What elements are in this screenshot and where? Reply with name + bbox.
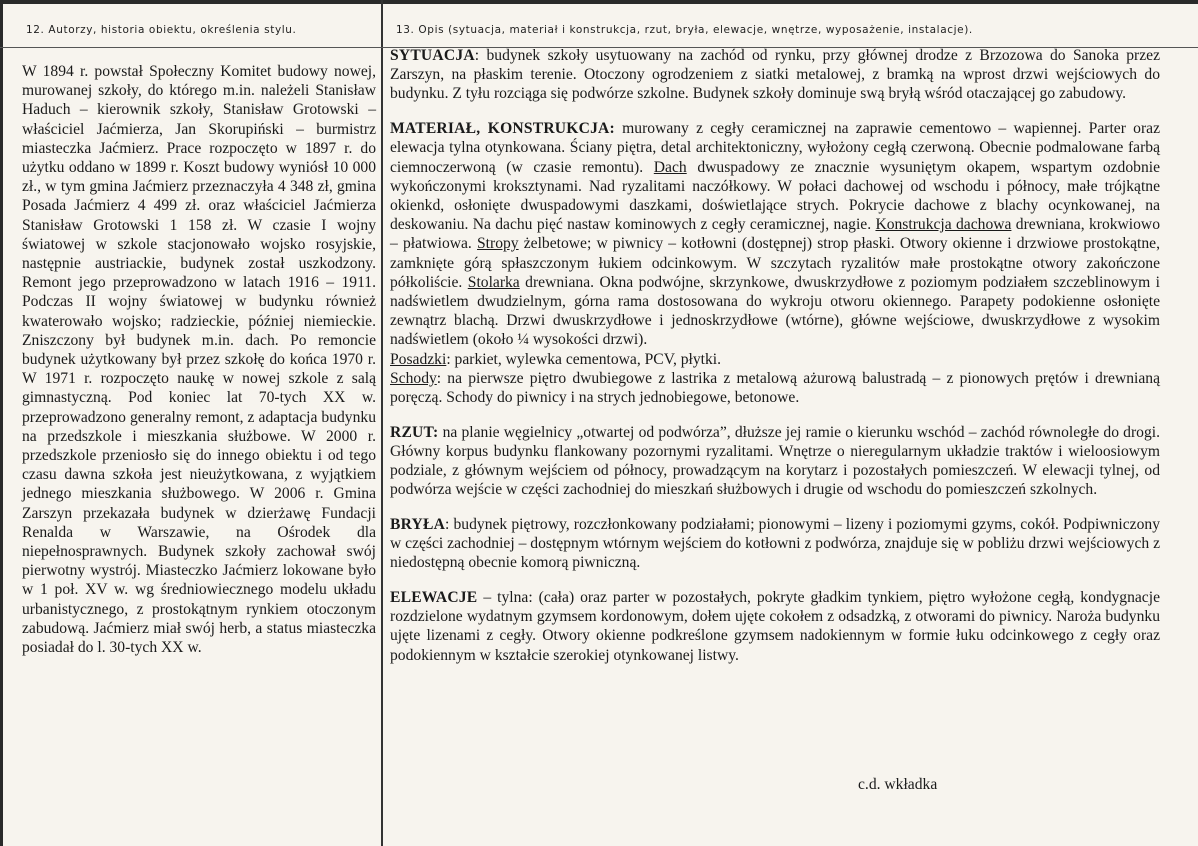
section-rzut — [390, 423, 1160, 500]
text-material-5: drewniana. Okna podwójne, skrzynkowe, dwuskrzydłowe z poziomym podziałem szczeblinowym i nadświetlem dwudzielnym, górna rama dostosowana do wykroju otworu okiennego. Parapety podokienne osłonięte zewnątrz blachą. Drzwi dwuskrzydłowe i jednoskrzydłowe (wtórne), główne wejściowe, dwuskrzydłowe z wysokim nadświetlem (około ¼ wysokości drzwi). — [390, 273, 1160, 349]
text-material-4: żelbetowe; w piwnicy – kotłowni (dostępnej) strop płaski. Otwory okienne i drzwiowe prostokątne, zamknięte górą spłaszczonym łukiem odcinkowym. W szczytach ryzalitów małe prostokątne otwory zakończone półkoliście. — [390, 235, 1161, 291]
section-bryla — [390, 515, 1160, 573]
label-sytuacja: SYTUACJA — [390, 47, 475, 64]
text-sytuacja: : budynek szkoły usytuowany na zachód od rynku, przy głównej drodze z Brzozowa do Sanoka przez Zarszyn, na płaskim terenie. Otoczony ogrodzeniem z siatki metalowej, z bramką na wprost drzwi wejściowych do budynku. Z tyłu rozciąga się podwórze szkolne. Budynek szkoły dominuje swą bryłą wśród otaczającej go zabudowy. — [390, 47, 1160, 103]
section-sytuacja — [390, 46, 1160, 104]
left-border — [0, 0, 3, 846]
term-stropy: Stropy — [477, 235, 519, 253]
label-rzut: RZUT: — [390, 423, 439, 441]
section-material — [390, 119, 1160, 407]
history-text: W 1894 r. powstał Społeczny Komitet budowy nowej, murowanej szkoły, do którego m.in. należeli Stanisław Haduch – kierownik szkoły, Stanisław Grotowski – właściciel Jaćmierza, Jan Skorupiński – burmistrz miasteczka Jaćmierz. Prace rozpoczęto w 1897 r. do użytku oddano w 1899 r. Koszt budowy wyniósł 10 000 zł., w tym gmina Jaćmierz przeznaczyła 4 348 zł, gmina Posada Jaćmierz 4 499 zł. oraz właściciel Jaćmierza Stanisław Grotowski 1 158 zł. W czasie I wojny światowej w szkole stacjonowało wojsko rosyjskie, następnie austriackie, budynek został uszkodzony. Remont jego przeprowadzono w latach 1916 – 1911. Podczas II wojny światowej w budynku również kwaterowało wojsko; radzieckie, później niemieckie. Zniszczony był budynek m.in. dach. Po remoncie budynek użytkowany był przez szkołę do końca 1970 r. W 1971 r. rozpoczęto naukę w nowej szkole z salą gimnastyczną. Pod koniec lat 70-tych XX w. przeprowadzono generalny remont, z adaptacja budynku na przedszkole i mieszkania służbowe. W 2000 r. przedszkole przeniosło się do innego obiektu i od tego czasu dawna szkoła jest nieużytkowana, z wyjątkiem jednego mieszkania służbowego. W 2006 r. Gmina Zarszyn przekazała budynek w dzierżawę Fundacji Renalda w Warszawie, na Ośrodek dla niepełnosprawnych. Budynek szkoły zachował swój pierwotny wystrój. Miasteczko Jaćmierz lokowane było w 1 poł. XV w. wg średniowiecznego modelu układu urbanistycznego, z prostokątnym rynkiem otoczonym zabudową. Jaćmierz miał swój herb, a status miasteczka posiadał do l. 30-tych XX w. — [22, 63, 376, 657]
text-elewacje: – tylna: (cała) oraz parter w pozostałych, pokryte gładkim tynkiem, piętro wyłożone cegłą, kondygnacje rozdzielone wydatnym gzymsem kordonowym, dołem ujęte cokołem z odsadzką, z otworami do piwnicy. Naroża budynku ujęte lizenami z cegły. Otwory okienne podkreślone gzymsem nadokiennym w formie łuku odcinkowego z cegły oraz podokiennym w kształcie szerokiej otynkowanej listwy. — [390, 589, 1160, 664]
label-material: MATERIAŁ, KONSTRUKCJA: — [390, 120, 615, 138]
section-elewacje — [390, 588, 1160, 665]
term-stolarka: Stolarka — [467, 273, 520, 291]
term-posadzki: Posadzki — [390, 350, 447, 368]
text-material-2: dwuspadowy ze znacznie wysuniętym okapem, wspartym ozdobnie wykończonymi kroksztynami. Nad ryzalitami naczółkowy. W połaci dachowej od wschodu i północy, małe trójkątne okienkd, osłonięte dwuspadowymi daszkami, doświetlające strych. Pokrycie dachowe z blachy ocynkowanej, na deskowaniu. Na dachu pięć nastaw kominowych z cegły ceramicznej, nagie. — [390, 158, 1160, 234]
description-column — [390, 46, 1160, 680]
label-elewacje: ELEWACJE — [390, 589, 478, 607]
column-divider — [381, 0, 383, 846]
term-dach: Dach — [653, 158, 687, 176]
text-bryla: : budynek piętrowy, rozczłonkowany podziałami; pionowymi – lizeny i poziomymi gzyms, cokół. Podpiwniczony w części zachodniej – dostępnym wtórnym wejściem do kotłowni z podwórza, znajduje się w pobliżu drzwi wejściowych z niedostępną obecnie komorą piwniczną. — [390, 515, 1160, 572]
text-material-3: drewniana, krokwiowo – płatwiowa. — [390, 216, 1160, 253]
top-border — [0, 0, 1198, 4]
term-konstrukcja: Konstrukcja dachowa — [875, 216, 1012, 234]
text-schody: : na pierwsze piętro dwubiegowe z lastrika z metalową ażurową balustradą – z pionowych prętów i drewnianą poręczą. Schody do piwnicy i na strych jednobiegowe, betonowe. — [390, 369, 1160, 406]
text-rzut: na planie węgielnicy „otwartej od podwórza”, dłuższe jej ramie o kierunku wschód – zachód równoległe do drogi. Główny korpus budynku flankowany pozornymi ryzalitami. Wnętrze o nieregularnym układzie traktów i wieloosiowym podziale, z głównym wejściem od północy, prowadzącym na korytarz i pozostałych pomieszczeń. W elewacji tylnej, od podwórza wejście w części zachodniej do mieszkań służbowych i drugie od wschodu do pomieszczeń szkolnych. — [390, 423, 1160, 499]
right-column-heading: 13. Opis (sytuacja, materiał i konstrukcja, rzut, bryła, elewacje, wnętrze, wyposażenie, instalacje). — [396, 24, 973, 36]
text-material-1: murowany z cegły ceramicznej na zaprawie cementowo – wapiennej. Parter oraz elewacja tylna otynkowana. Ściany piętra, detal architektoniczny, wyłożony cegłą czerwoną. Obecnie podmalowane farbą ciemnoczerwoną (w czasie remontu). — [390, 120, 1160, 176]
label-bryla: BRYŁA — [390, 515, 446, 533]
text-posadzki: : parkiet, wylewka cementowa, PCV, płytki. — [446, 350, 722, 368]
continuation-note: c.d. wkładka — [858, 776, 938, 793]
term-schody: Schody — [390, 369, 437, 387]
left-column-heading: 12. Autorzy, historia obiektu, określenia stylu. — [26, 24, 297, 36]
